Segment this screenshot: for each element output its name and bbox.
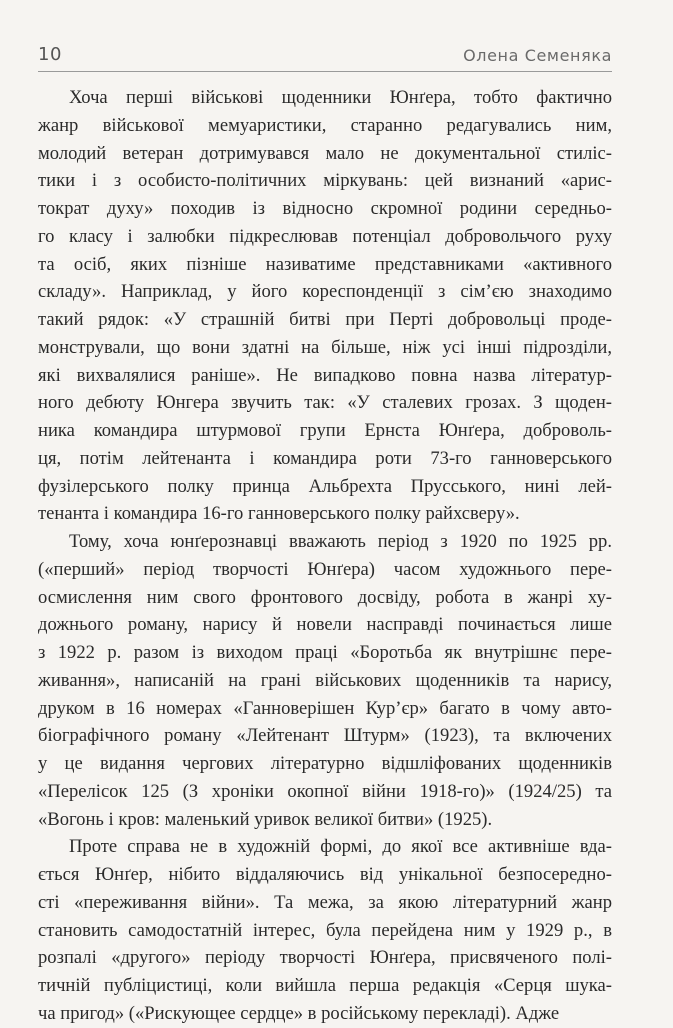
text-line: монстрували, що вони здатні на більше, ніж усі інші підрозділи, [38, 336, 612, 358]
text-line: розпалі «другого» періоду творчості Юнґера, присвяченого полі- [38, 947, 612, 969]
text-line: складу». Наприклад, у його кореспонденції з сім’єю знаходимо [38, 281, 612, 303]
text-line: тики і з особисто-політичних міркувань: цей визнаний «арис- [38, 170, 612, 192]
text-line: Проте справа не в художній формі, до якої все активніше вда- [69, 836, 612, 858]
text-line: фузілерського полку принца Альбрехта Прусського, нині лей- [38, 475, 612, 497]
text-line: такий рядок: «У страшній битві при Перті добровольці проде- [38, 309, 612, 330]
text-line: тократ духу» походив із відносно скромної родини середньо- [38, 198, 612, 219]
text-line: живання», написаній на грані військових щоденників та нарису, [38, 669, 612, 691]
text-line: осмислення ним свого фронтового досвіду, робота в жанрі ху- [38, 586, 612, 608]
text-line: «Перелісок 125 (З хроніки окопної війни 1918-го)» (1924/25) та [38, 780, 612, 802]
text-line: Хоча перші військові щоденники Юнґера, тобто фактично [69, 87, 612, 108]
text-line: з 1922 р. разом із виходом праці «Боротьба як внутрішнє пере- [38, 642, 612, 663]
text-line: та осіб, яких пізніше називатиме представниками «активного [38, 253, 612, 275]
paragraph [38, 528, 612, 833]
body-text [38, 84, 612, 1028]
running-head-author: Олена Семеняка [463, 46, 612, 65]
text-line: «Вогонь і кров: маленький уривок великої битви» (1925). [38, 808, 493, 830]
text-line: Тому, хоча юнґерознавці вважають період з 1920 по 1925 рр. [69, 531, 612, 552]
paragraph [38, 84, 612, 528]
text-line: біографічного роману «Лейтенант Штурм» (1923), та включених [38, 725, 612, 747]
text-line: тенанта і командира 16-го ганноверського полку райхсверу». [38, 503, 520, 525]
text-line: («перший» період творчості Юнґера) часом художнього пере- [38, 558, 612, 580]
text-line: у це видання чергових літературно відшліфованих щоденників [38, 753, 612, 774]
text-line: друком в 16 номерах «Ганноверішен Кур’єр» багато в чому авто- [38, 697, 612, 719]
text-line: жанр військової мемуаристики, старанно редагувались ним, [38, 114, 612, 136]
text-line: тичній публіцистиці, коли вийшла перша редакція «Серця шука- [38, 975, 612, 996]
text-line: ча пригод» («Рискующее сердце» в російському перекладі). Адже [38, 1002, 560, 1024]
page-header [38, 44, 612, 74]
header-rule [38, 71, 612, 72]
text-line: ця, потім лейтенанта і командира роти 73-го ганноверського [38, 447, 612, 469]
text-line: дожнього роману, нарису й новели насправді починається лише [38, 614, 612, 636]
text-line: молодий ветеран дотримувався мало не документальної стиліс- [38, 142, 612, 164]
text-line: становить самодостатній інтерес, була перейдена ним у 1929 р., в [38, 919, 612, 941]
text-line: які вихвалялися раніше». Не випадково повна назва літератур- [38, 364, 612, 386]
text-line: ється Юнґер, нібито віддаляючись від унікальної безпосередно- [38, 864, 612, 885]
text-line: го класу і залюбки підкреслював потенціал добровольчого руху [38, 225, 612, 247]
text-line: ника командира штурмової групи Ернста Юнґера, доброволь- [38, 420, 612, 441]
text-line: сті «переживання війни». Та межа, за якою літературний жанр [38, 891, 612, 913]
text-line: ного дебюту Юнгера звучить так: «У сталевих грозах. З щоден- [38, 392, 612, 414]
page-number: 10 [38, 44, 62, 65]
paragraph [38, 833, 612, 1027]
